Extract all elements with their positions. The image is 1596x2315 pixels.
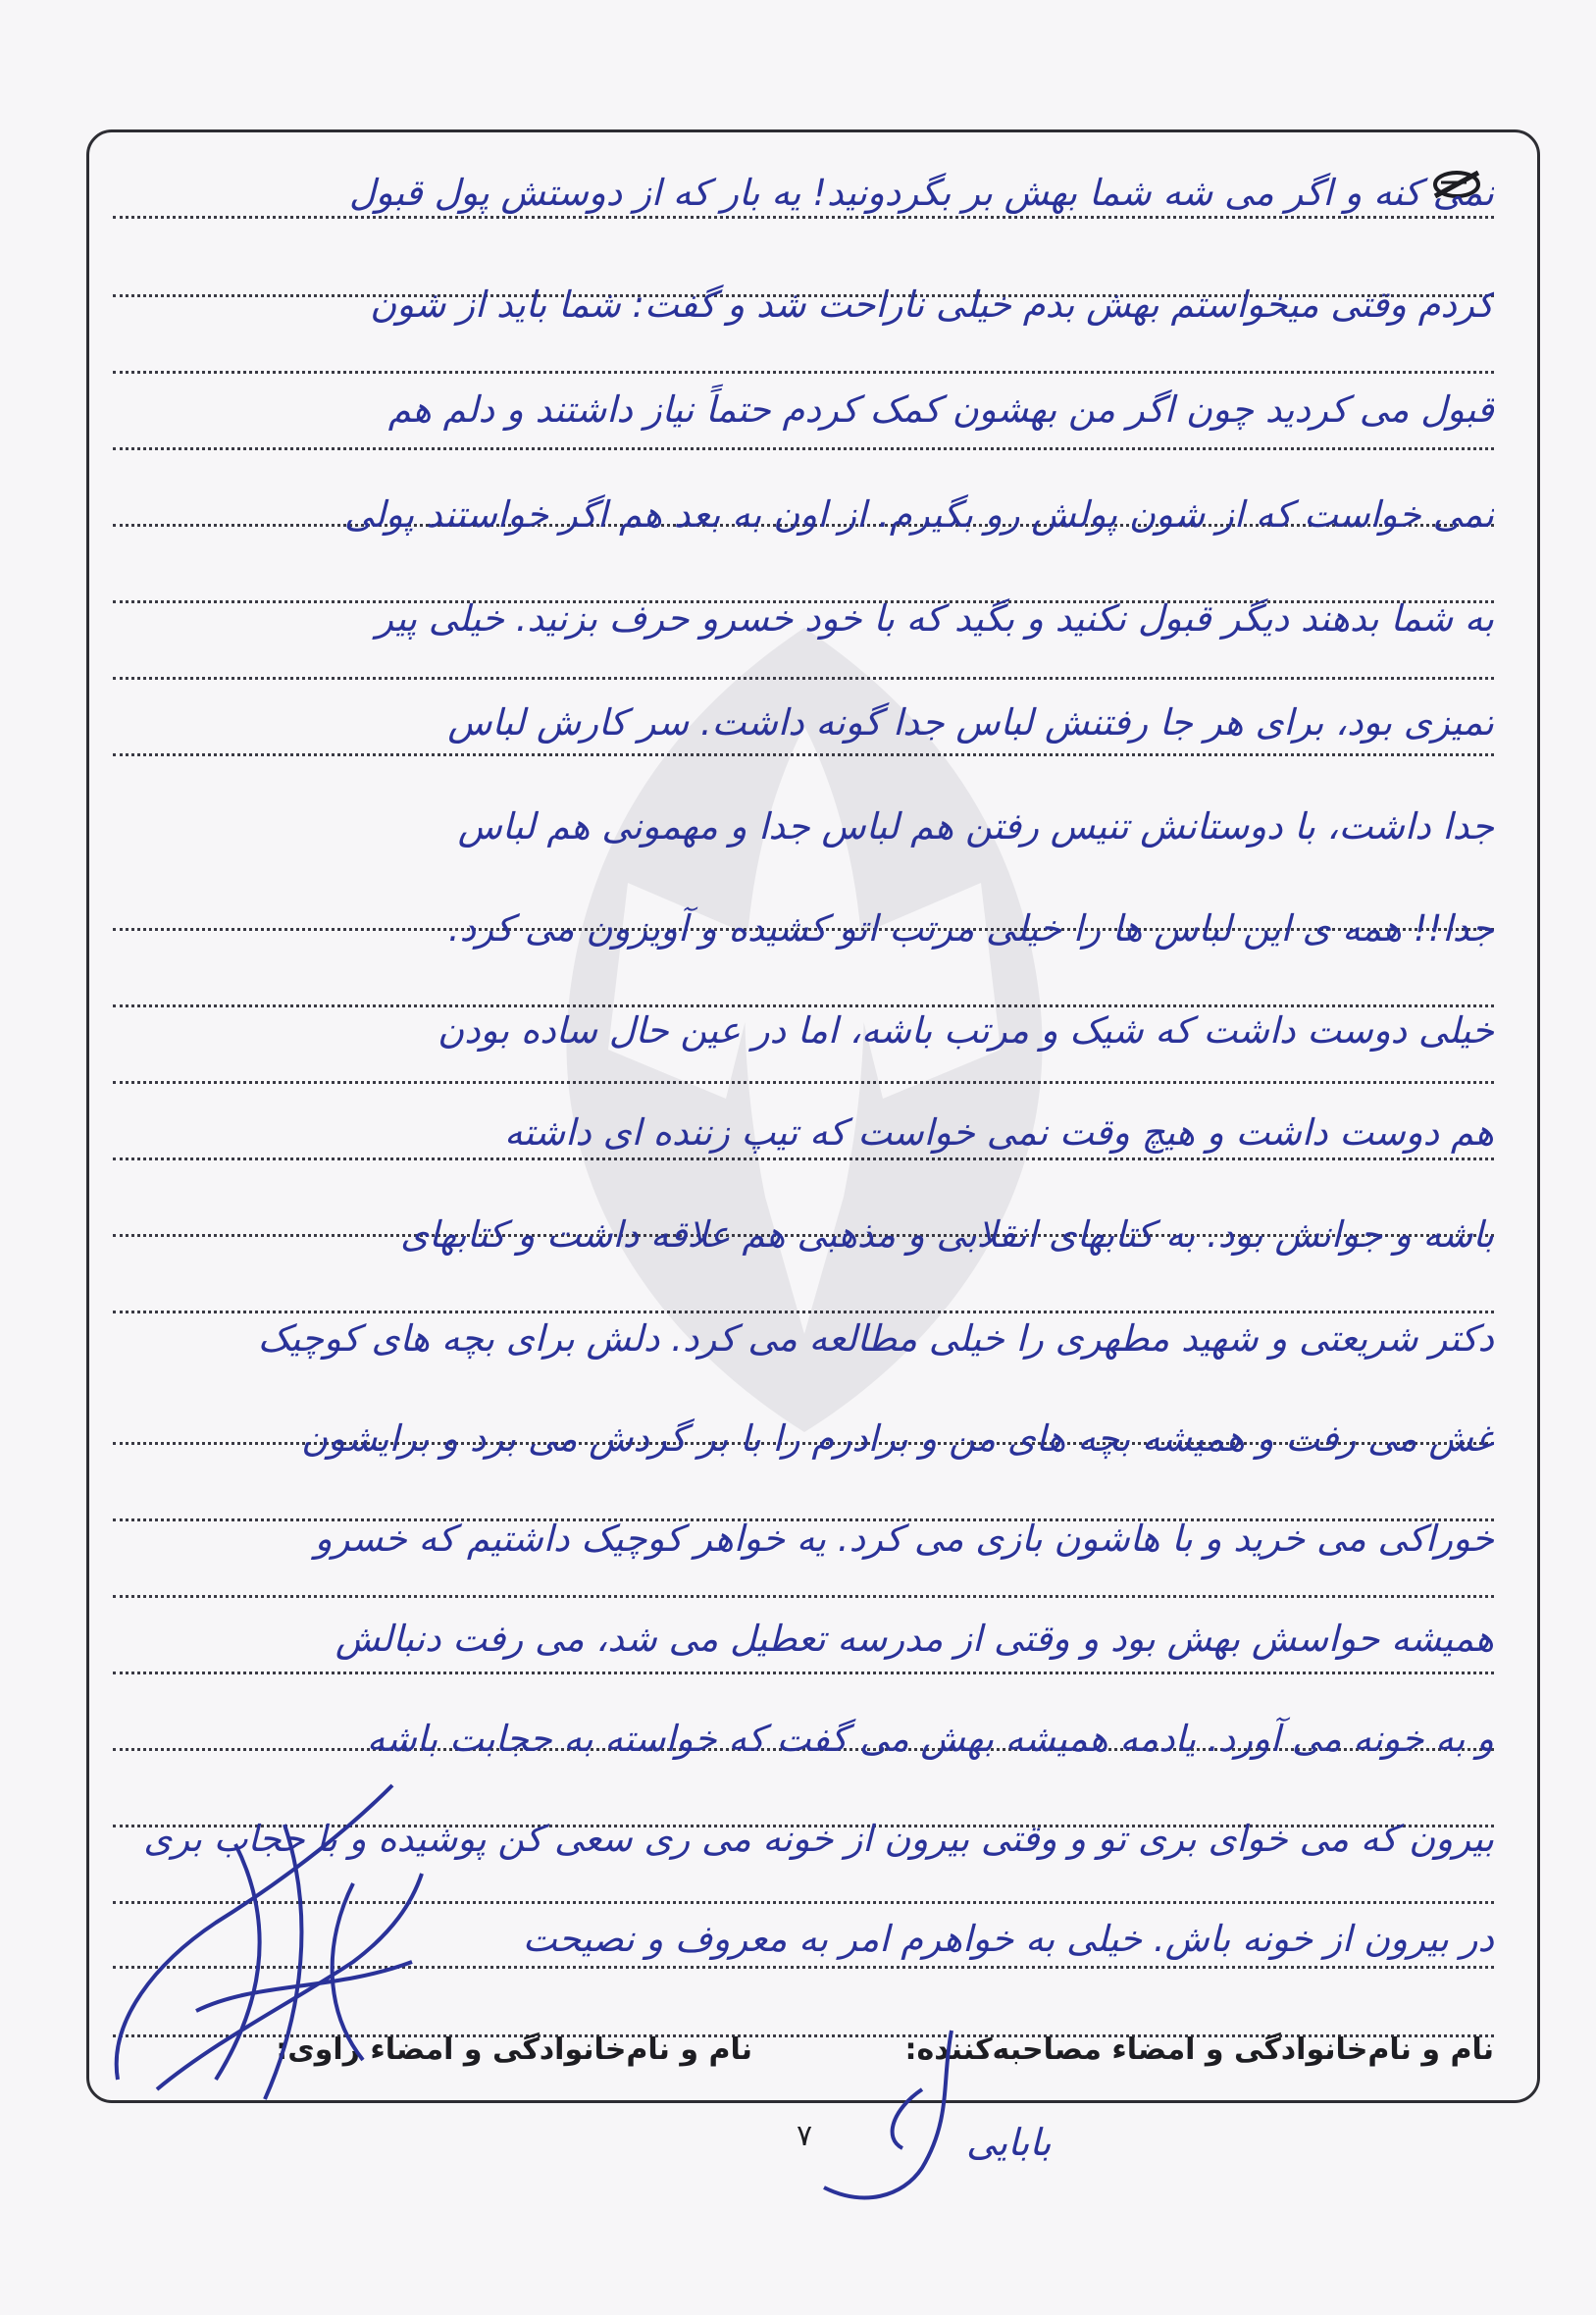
handwritten-line: همیشه حواسش بهش بود و وقتی از مدرسه تعطیل می شد، می رفت دنبالش [335,1618,1494,1660]
handwritten-line: قبول می کردید چون اگر من بهشون کمک کردم حتماً نیاز داشتند و دلم هم [387,388,1494,431]
page-number: ۷ [796,2119,813,2153]
interviewer-signature-label: نام و نام‌خانوادگی و امضاء مصاحبه‌کننده: [904,2032,1494,2067]
handwritten-line: به شما بدهند دیگر قبول نکنید و بگید که با خود خسرو حرف بزنید. خیلی پیر [376,597,1494,640]
handwritten-line: جدا!! همه ی این لباس ها را خیلی مرتب اتو کشیده و آویزون می کرد. [447,907,1494,950]
handwritten-line: بیرون که می خوای بری تو و وقتی بیرون از خونه می ری سعی کن پوشیده و با حجاب بری [143,1818,1494,1860]
handwritten-line: دکتر شریعتی و شهید مطهری را خیلی مطالعه می کرد. دلش برای بچه های کوچیک [257,1317,1494,1360]
handwritten-line: هم دوست داشت و هیچ وقت نمی خواست که تیپ زننده ای داشته [504,1111,1494,1154]
handwritten-line: خوراکی می خرید و با هاشون بازی می کرد. یه خواهر کوچیک داشتیم که خسرو [314,1518,1494,1560]
interviewer-signature [804,2021,1001,2217]
handwritten-line: تمیزی بود، برای هر جا رفتنش لباس جدا گونه داشت. سر کارش لباس [447,701,1494,744]
handwritten-line: نمی کنه و اگر می شه شما بهش بر بگردونید! یه بار که از دوستش پول قبول [348,172,1494,214]
handwritten-line: غش می رفت و همیشه بچه های من و برادرم را با بر گردش می برد و برایشون [300,1417,1494,1460]
handwritten-line: خیلی دوست داشت که شیک و مرتب باشه، اما در عین حال ساده بودن [438,1009,1494,1052]
handwritten-line: کردم وقتی میخواستم بهش بدم خیلی ناراحت شد و گفت: شما باید از شون [370,283,1494,326]
interviewer-signature-name: بابایی [966,2121,1052,2164]
handwritten-line: در بیرون از خونه باش. خیلی به خواهرم امر به معروف و نصیحت [522,1918,1494,1960]
handwritten-line: نمی خواست که از شون پولش رو بگیرم. از اون به بعد هم اگر خواستند پولی [343,493,1494,536]
handwritten-line: باشه و جوانش بود. به کتابهای انقلابی و مذهبی هم علاقه داشت و کتابهای [400,1213,1494,1256]
handwritten-line: جدا داشت، با دوستانش تنیس رفتن هم لباس جدا و مهمونی هم لباس [457,805,1494,848]
handwritten-line: و به خونه می آورد. یادمه همیشه بهش می گفت که خواسته به حجابت باشه [366,1718,1494,1760]
narrator-signature-label: نام و نام‌خانوادگی و امضاء راوی: [276,2032,752,2067]
narrator-signature [98,1766,451,2119]
